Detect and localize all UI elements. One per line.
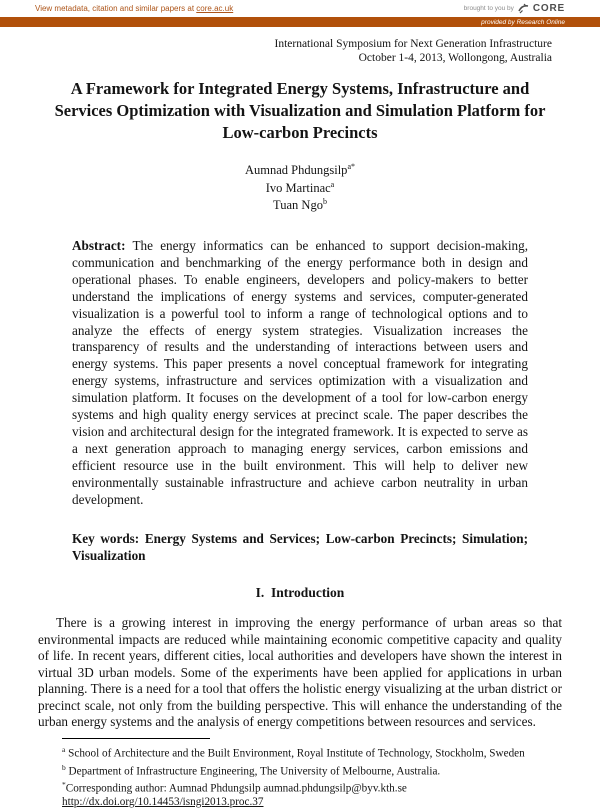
core-ac-uk-link[interactable]: core.ac.uk <box>196 4 234 13</box>
brought-to-you-by-label: brought to you by <box>463 5 514 12</box>
author-1 <box>38 160 562 178</box>
author-affiliation-mark: b <box>322 197 327 207</box>
doi-line <box>62 796 562 809</box>
core-logo-text[interactable]: CORE <box>532 3 565 14</box>
author-list <box>38 160 562 213</box>
author-affiliation-mark: a <box>330 179 335 189</box>
footnote-text: Corresponding author: Aumnad Phdungsilp aumnad.phdungsilp@byv.kth.se <box>65 783 407 796</box>
conference-date-location: October 1-4, 2013, Wollongong, Australia <box>358 52 552 64</box>
author-name: Tuan Ngo <box>273 198 323 213</box>
footnote-affiliation-a <box>62 743 562 761</box>
keywords: Key words: Energy Systems and Services; Low-carbon Precincts; Simulation; Visualization <box>72 531 528 564</box>
abstract <box>72 238 528 509</box>
footnote-text: School of Architecture and the Built Environment, Royal Institute of Technology, Stockholm, Sweden <box>65 747 525 760</box>
footnote-text: Department of Infrastructure Engineering, The University of Melbourne, Australia. <box>65 765 441 778</box>
introduction-paragraph: There is a growing interest in improving the energy performance of urban areas so that environmental impacts are reduced while maintaining economic competitive capacity and quality of life. In recent years, different cities, local authorities and developers have shown the interest in virtual 3D urban models. Some of the experiments have been applied for applications in urban planning. There is a need for a tool that offers the holistic energy visualizing at the urban district or precinct scale, not only from the building perspective. This will enhance the understanding of the urban energy systems and the analysis of energy competitions between resources and services. <box>38 615 562 730</box>
abstract-label: Abstract: <box>72 237 126 253</box>
section-heading-introduction: I. Introduction <box>255 585 345 601</box>
footnote-area <box>38 738 562 809</box>
footnote-mark: * <box>62 780 66 790</box>
doi-link[interactable]: http://dx.doi.org/10.14453/isngi2013.proc.37 <box>62 796 264 809</box>
abstract-text: The energy informatics can be enhanced to support decision-making, communication and benchmarking of the energy performance both in design and operational phases. To enable engineers, developers and policy-makers to better understand the implications of energy systems and services, computer-generated visualization is a powerful tool to inform a range of technological options and to analyze the effects of energy system strategies. Visualization increases the transparency of results and the understanding of interactions between users and energy systems. This paper presents a novel conceptual framework for integrating energy systems, infrastructure and services optimization with a visualization and simulation platform. It focuses on the development of a tool for low-carbon energy systems and high quality energy services at precinct scale. The paper describes the vision and architectural design for the integrated framework. It is expected to serve as a next generation approach to managing energy services, carbon emissions and efficient resource use in the built environment. This will help to deliver new environmentally sustainable infrastructure and achieve carbon neutrality in urban development. <box>72 237 529 507</box>
author-2 <box>38 178 562 196</box>
footnote-divider <box>62 738 210 739</box>
footnote-mark: a <box>62 744 66 754</box>
core-brand <box>464 3 565 14</box>
conference-name: International Symposium for Next Generation Infrastructure <box>274 38 552 50</box>
provider-bar <box>0 17 600 27</box>
author-3 <box>38 195 562 213</box>
footnote-corresponding-author <box>62 778 562 796</box>
paper-content <box>0 27 600 809</box>
author-name: Ivo Martinac <box>265 180 331 195</box>
footnote-mark: b <box>62 762 66 772</box>
author-name: Aumnad Phdungsilp <box>245 163 348 178</box>
paper-title: A Framework for Integrated Energy Systems, Infrastructure and Services Optimization with Visualization and Simulation Platform for Low-carbon Precincts <box>54 79 546 142</box>
banner-metadata-text <box>35 4 233 13</box>
core-banner <box>0 0 600 17</box>
provided-by-label: provided by Research Online <box>481 18 565 26</box>
conference-header <box>38 37 562 65</box>
author-affiliation-mark: a* <box>347 162 355 171</box>
core-logo-icon <box>518 3 529 14</box>
banner-text: View metadata, citation and similar papers at <box>35 4 197 13</box>
